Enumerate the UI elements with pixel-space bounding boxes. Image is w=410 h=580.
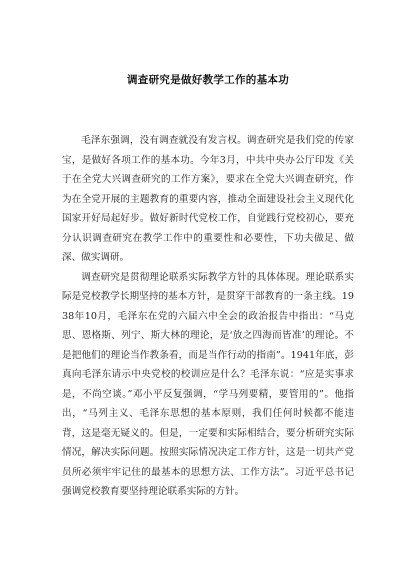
paragraph-1: 毛泽东强调，没有调查就没有发言权。调查研究是我们党的传家宝，是做好各项工作的基本功。今年3月，中共中央办公厅印发《关于在全党大兴调查研究的工作方案》，要求在全党大兴调查研究，作为在全党开展的主题教育的重要内容，推动全面建设社会主义现代化国家开好局起好步。做好新时代党校工作，自觉践行党校初心，要充分认识调查研究在教学工作中的重要性和必要性，下功夫做足、做深、做实调研。: [62, 135, 354, 263]
document-title: 调查研究是做好教学工作的基本功: [127, 74, 289, 86]
paragraph-2: 调查研究是贯彻理论联系实际教学方针的具体体现。理论联系实际是党校教学长期坚持的基本方针，是贯穿干部教育的一条主线。1938年10月，毛泽东在党的六届六中全会的政治报告中指出：“马克思、恩格斯、列宁、斯大林的理论，是‘放之四海而皆准’的理论。不是把他们的理论当作教条看，而是当作行动的指南”。1941年底，彭真向毛泽东请示中央党校的校训应是什么？毛泽东说：“应是实事求是，不尚空谈。”邓小平反复强调，“学马列要精，要管用的”。他指出，“马列主义、毛泽东思想的基本原则，我们任何时候都不能违背，这是毫无疑义的。但是，一定要和实际相结合，要分析研究实际情况，解决实际问题。按照实际情况决定工作方针，这是一切共产党员所必须牢牢记住的最基本的思想方法、工作方法”。习近平总书记强调党校教育要坚持理论联系实际的方针。: [62, 271, 354, 497]
